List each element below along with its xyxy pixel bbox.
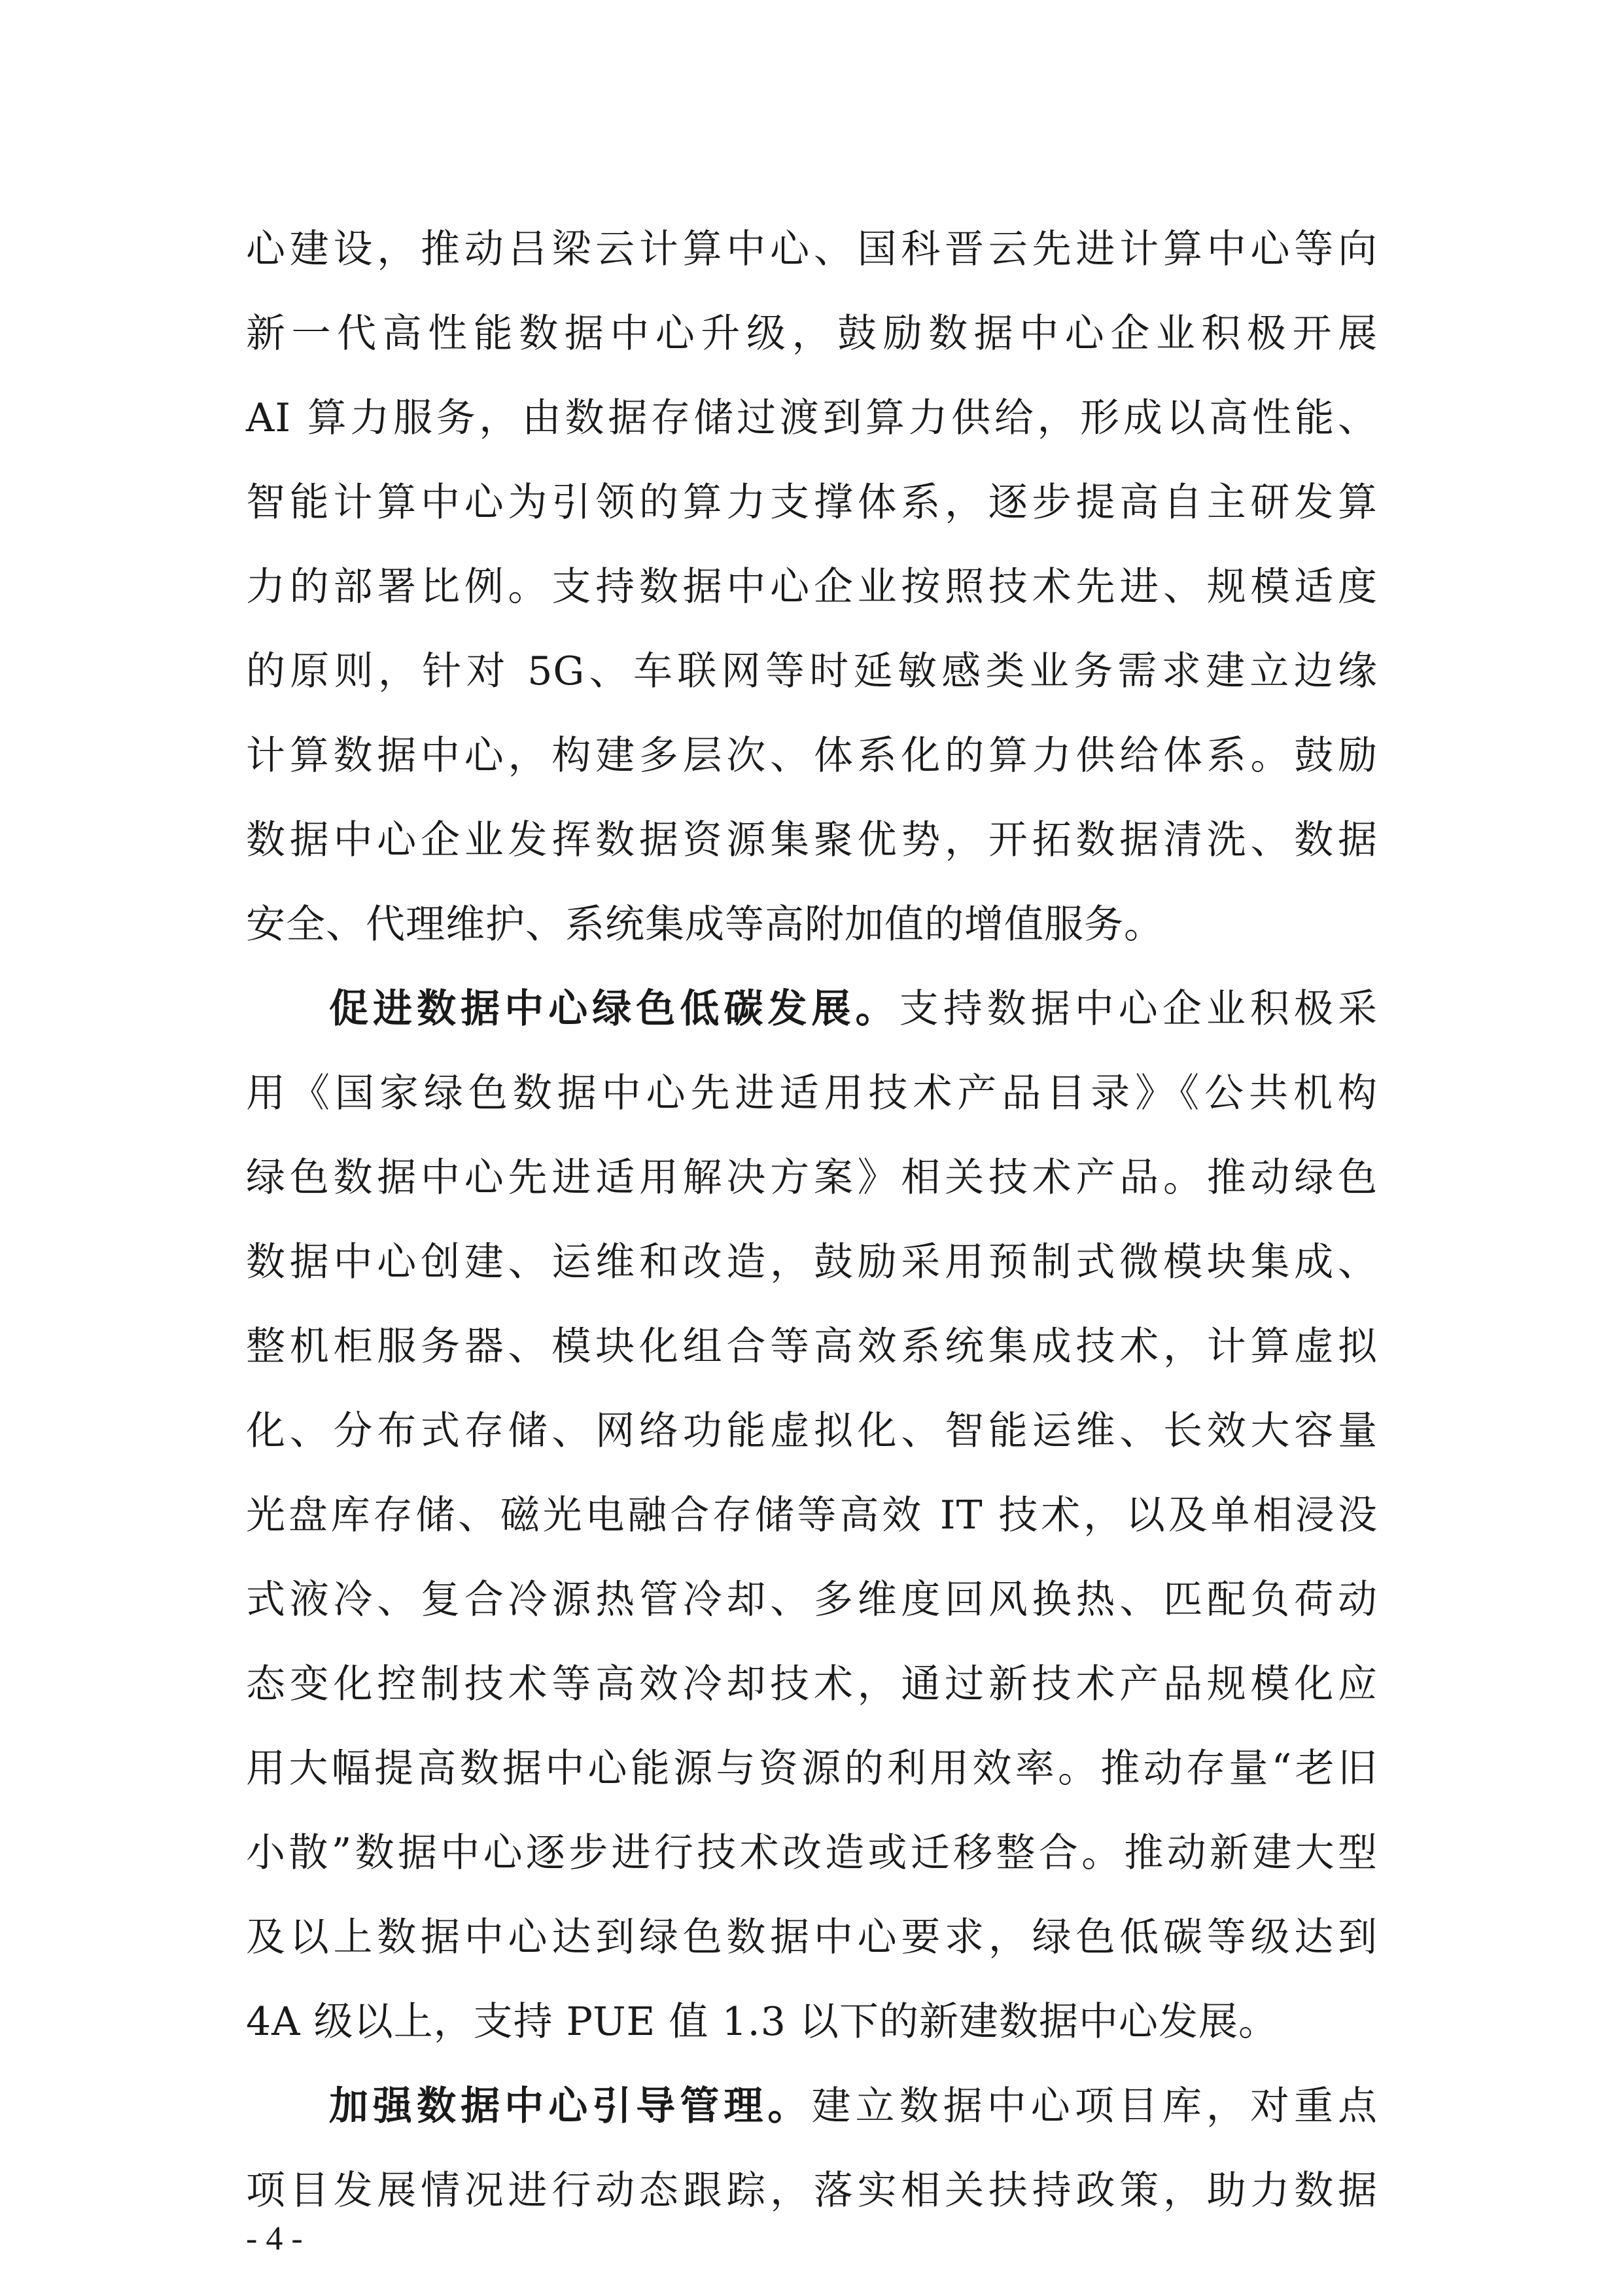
body-text-line: 项目发展情况进行动态跟踪，落实相关扶持政策，助力数据 (246, 2168, 1378, 2214)
body-text-line: 小散”数据中心逐步进行技术改造或迁移整合。推动新建大型 (246, 1830, 1378, 1876)
paragraph-first-line (329, 2070, 1378, 2142)
body-text-line: 化、分布式存储、网络功能虚拟化、智能运维、长效大容量 (246, 1408, 1378, 1454)
body-text-line: 的原则，针对 5G、车联网等时延敏感类业务需求建立边缘 (246, 648, 1378, 694)
body-text-line: 式液冷、复合冷源热管冷却、多维度回风换热、匹配负荷动 (246, 1577, 1378, 1623)
body-text-line: 4A 级以上，支持 PUE 值 1.3 以下的新建数据中心发展。 (246, 1999, 1278, 2045)
body-text-line: 态变化控制技术等高效冷却技术，通过新技术产品规模化应 (246, 1661, 1378, 1707)
body-text-line: 及以上数据中心达到绿色数据中心要求，绿色低碳等级达到 (246, 1915, 1378, 1960)
body-text-line: 计算数据中心，构建多层次、体系化的算力供给体系。鼓励 (246, 733, 1378, 779)
body-text-line: 用大幅提高数据中心能源与资源的利用效率。推动存量“老旧 (246, 1746, 1378, 1792)
body-text-line: 力的部署比例。支持数据中心企业按照技术先进、规模适度 (246, 564, 1378, 610)
body-text-line: 新一代高性能数据中心升级，鼓励数据中心企业积极开展 (246, 311, 1378, 357)
body-text-line: 绿色数据中心先进适用解决方案》相关技术产品。推动绿色 (246, 1155, 1378, 1201)
body-text-line: 用《国家绿色数据中心先进适用技术产品目录》《公共机构 (246, 1070, 1378, 1116)
body-text-line: 心建设，推动吕梁云计算中心、国科晋云先进计算中心等向 (246, 226, 1378, 272)
body-text-line: 光盘库存储、磁光电融合存储等高效 IT 技术，以及单相浸没 (246, 1492, 1378, 1538)
body-text-line: 安全、代理维护、系统集成等高附加值的增值服务。 (246, 902, 1164, 947)
body-text-run: 支持数据中心企业积极采 (899, 986, 1378, 1032)
body-text-line: 智能计算中心为引领的算力支撑体系，逐步提高自主研发算 (246, 480, 1378, 525)
body-text-line: 数据中心创建、运维和改造，鼓励采用预制式微模块集成、 (246, 1239, 1378, 1285)
paragraph-heading: 加强数据中心引导管理。 (329, 2083, 812, 2129)
page-number: - 4 - (246, 2220, 303, 2257)
body-text-line: AI 算力服务，由数据存储过渡到算力供给，形成以高性能、 (246, 395, 1378, 441)
body-text-line: 数据中心企业发挥数据资源集聚优势，开拓数据清洗、数据 (246, 817, 1378, 863)
body-text-run: 建立数据中心项目库，对重点 (811, 2083, 1378, 2129)
paragraph-heading: 促进数据中心绿色低碳发展。 (329, 986, 899, 1032)
paragraph-first-line (329, 973, 1378, 1045)
body-text-line: 整机柜服务器、模块化组合等高效系统集成技术，计算虚拟 (246, 1324, 1378, 1369)
